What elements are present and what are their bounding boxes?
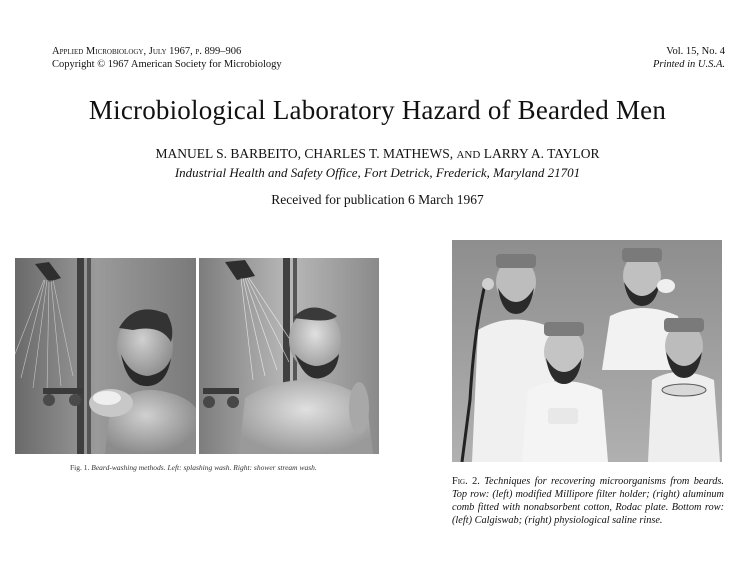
journal-line: Applied Microbiology, July 1967, p. 899–906: [52, 46, 242, 57]
copyright-line: Copyright © 1967 American Society for Microbiology: [52, 59, 282, 70]
affiliation: Industrial Health and Safety Office, Fort Detrick, Frederick, Maryland 21701: [174, 165, 581, 180]
journal-citation: [52, 45, 282, 71]
volume-info: [653, 45, 725, 71]
author-taylor: LARRY A. TAYLOR: [483, 146, 600, 161]
figure-1-label: Fig. 1.: [70, 463, 90, 472]
author-and: AND: [456, 149, 481, 161]
figure-2-caption: [452, 475, 724, 527]
article-title: Microbiological Laboratory Hazard of Bearded Men: [88, 95, 667, 125]
figure-2-label: Fig. 2.: [452, 476, 480, 487]
author-barbeito: MANUEL S. BARBEITO,: [155, 146, 301, 161]
figure-1-caption: [70, 463, 317, 472]
figure-1-photo: [15, 258, 379, 454]
author-mathews: CHARLES T. MATHEWS,: [304, 146, 454, 161]
author-list: [0, 146, 755, 162]
volume-number: Vol. 15, No. 4: [666, 46, 725, 57]
received-date: Received for publication 6 March 1967: [271, 192, 484, 207]
figure-2-caption-text: Techniques for recovering microorganisms from beards. Top row: (left) modified Millipore filter holder; (right) aluminum comb fitted with nonabsorbent cotton, Rodac plate. Bottom row: (left) Calgiswab; (right) physiological saline rinse.: [452, 476, 724, 526]
figure-1-caption-text: Beard-washing methods. Left: splashing wash. Right: shower stream wash.: [91, 463, 317, 472]
shower-stream-wash-photo: [199, 258, 379, 454]
splashing-wash-photo: [15, 258, 196, 454]
figure-2-photo: [452, 240, 722, 462]
printed-in: Printed in U.S.A.: [652, 59, 725, 70]
